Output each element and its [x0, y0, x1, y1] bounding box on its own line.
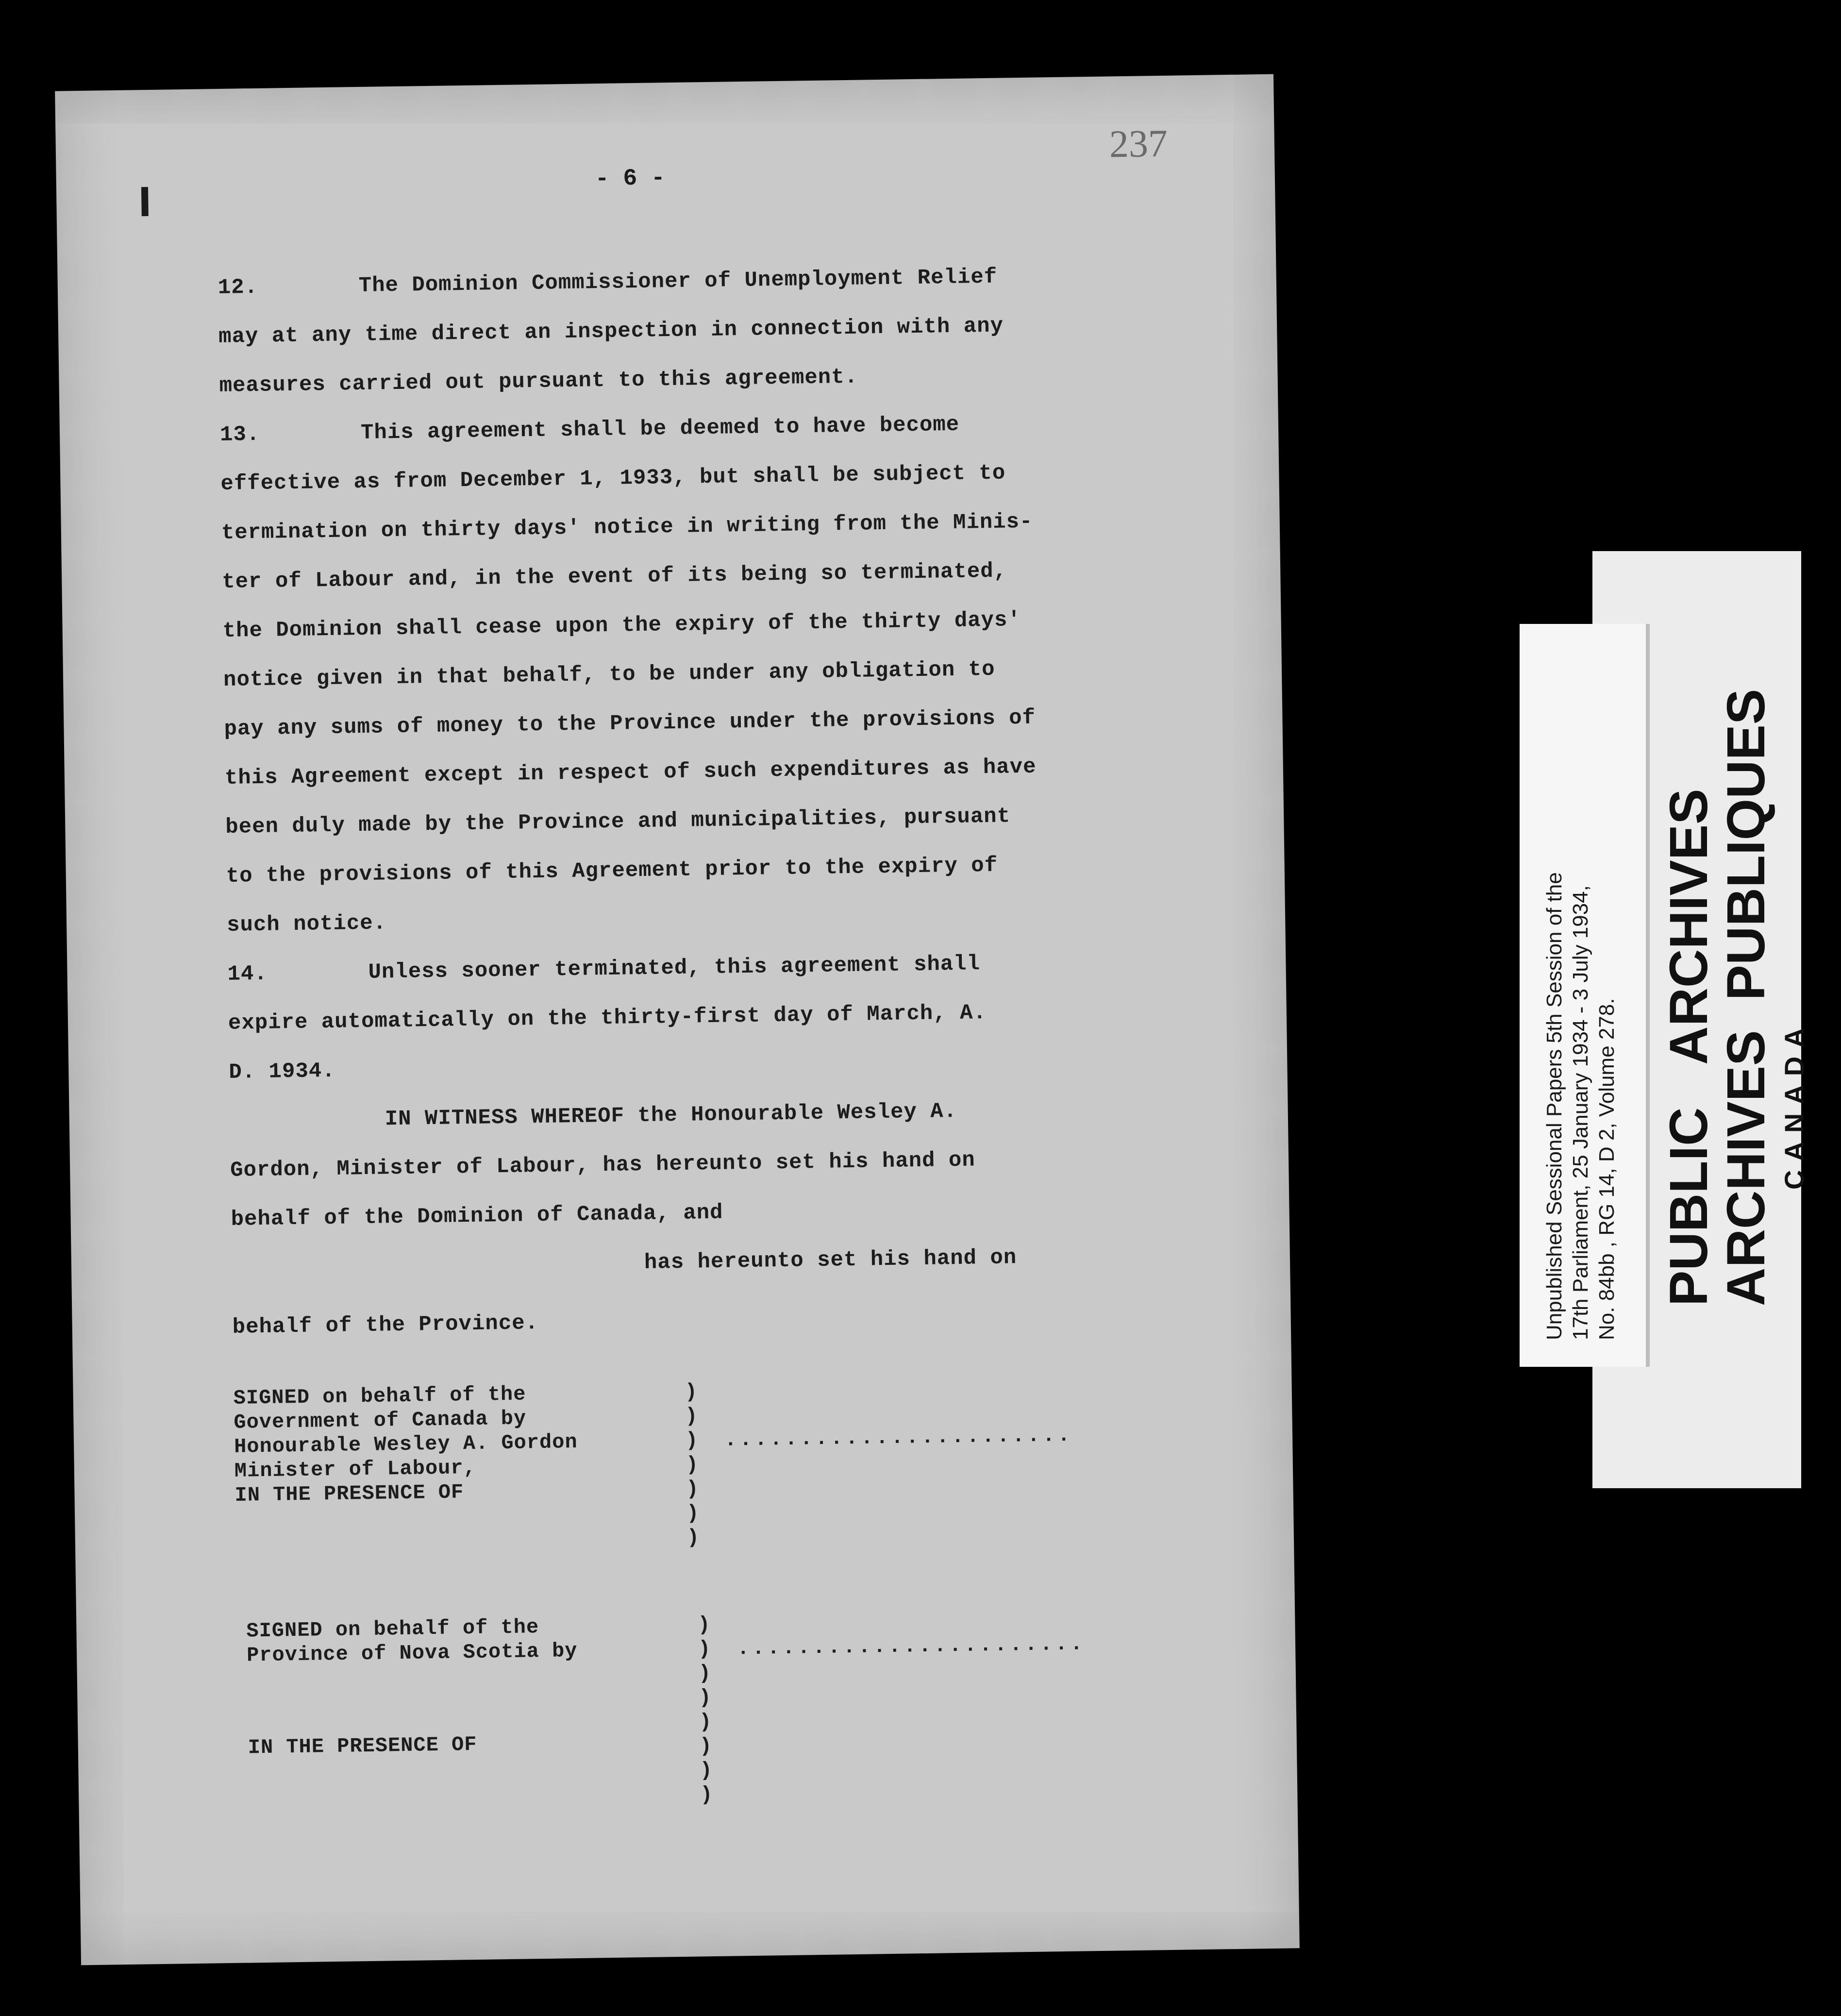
paragraph-line: termination on thirty days' notice in writing from the Minis- [221, 509, 1033, 546]
paragraph-line: measures carried out pursuant to this agreement. [219, 365, 858, 399]
paragraph-line: D. 1934. [229, 1058, 335, 1085]
signature-line: IN THE PRESENCE OF [234, 1480, 464, 1507]
stamp-line-public-archives: PUBLIC ARCHIVES [1659, 789, 1719, 1306]
signature-block-canada [233, 1374, 1134, 1566]
paragraph-14 [227, 937, 1176, 1097]
paragraph-line: Unless sooner terminated, this agreement shall [368, 952, 981, 985]
witness-clause [229, 1084, 1179, 1352]
signature-line: SIGNED on behalf of the [233, 1382, 526, 1410]
paragraph-line: may at any time direct an inspection in connection with any [218, 314, 1004, 350]
paragraph-line: effective as from December 1, 1933, but shall be subject to [220, 461, 1006, 497]
signature-line: Honourable Wesley A. Gordon [234, 1430, 578, 1459]
paragraph-line: such notice. [226, 911, 387, 938]
signature-line: IN THE PRESENCE OF [248, 1732, 477, 1760]
paragraph-line: The Dominion Commissioner of Unemployment Relief [358, 265, 998, 299]
paragraph-line: ter of Labour and, in the event of its being so terminated, [221, 559, 1007, 595]
bracket-column: ) ) ) ) ) ) ) ) [698, 1613, 713, 1807]
margin-mark [141, 187, 149, 216]
signature-line: SIGNED on behalf of the [246, 1615, 539, 1643]
paragraph-line: This agreement shall be deemed to have become [360, 412, 960, 445]
signature-dotted-line: ....................... [724, 1423, 1073, 1452]
page-number: 237 [1109, 122, 1168, 166]
page-header: - 6 - [595, 165, 666, 193]
witness-line: Gordon, Minister of Labour, has hereunto set his hand on [230, 1148, 976, 1183]
paragraph-line: pay any sums of money to the Province under the provisions of [224, 706, 1036, 741]
paragraph-line: this Agreement except in respect of such expenditures as have [224, 755, 1037, 790]
witness-line: behalf of the Province. [232, 1311, 539, 1340]
paragraph-line: expire automatically on the thirty-first day of March, A. [228, 1001, 987, 1036]
paragraph-line: been duly made by the Province and municipalities, pursuant [225, 804, 1011, 840]
archive-caption [1541, 872, 1620, 1340]
witness-line: IN WITNESS WHEREOF the Honourable Wesley A. [385, 1099, 957, 1132]
stamp-line-archives-publiques: ARCHIVES PUBLIQUES [1716, 689, 1776, 1306]
witness-line: has hereunto set his hand on [644, 1245, 1017, 1275]
paragraph-12 [218, 251, 1166, 411]
paragraph-number: 12. [218, 275, 258, 301]
signature-line: Province of Nova Scotia by [246, 1639, 578, 1667]
document-body [218, 251, 1185, 1807]
paragraph-number: 13. [219, 422, 260, 448]
bracket-column: ) ) ) ) ) ) ) [685, 1380, 700, 1549]
document-page [55, 74, 1300, 1966]
signature-line: Government of Canada by [234, 1407, 527, 1434]
signature-dotted-line: ....................... [736, 1632, 1086, 1661]
paragraph-line: the Dominion shall cease upon the expiry of the thirty days' [222, 608, 1021, 643]
archive-stamp [1660, 689, 1814, 1306]
paragraph-line: notice given in that behalf, to be under any obligation to [223, 657, 995, 692]
stamp-line-canada: CANADA [1779, 1019, 1809, 1190]
caption-line: 17th Parliament, 25 January 1934 - 3 July 1934, [1569, 885, 1592, 1340]
paragraph-13 [219, 398, 1173, 950]
signature-line: Minister of Labour, [234, 1456, 477, 1483]
witness-line: behalf of the Dominion of Canada, and [231, 1200, 723, 1232]
paragraph-line: to the provisions of this Agreement prior to the expiry of [226, 853, 998, 889]
caption-line: Unpublished Sessional Papers 5th Session of the [1542, 872, 1566, 1340]
paragraph-number: 14. [227, 961, 268, 987]
caption-line: No. 84bb , RG 14, D 2, Volume 278. [1595, 998, 1619, 1340]
signature-block-nova-scotia [236, 1607, 1137, 1807]
